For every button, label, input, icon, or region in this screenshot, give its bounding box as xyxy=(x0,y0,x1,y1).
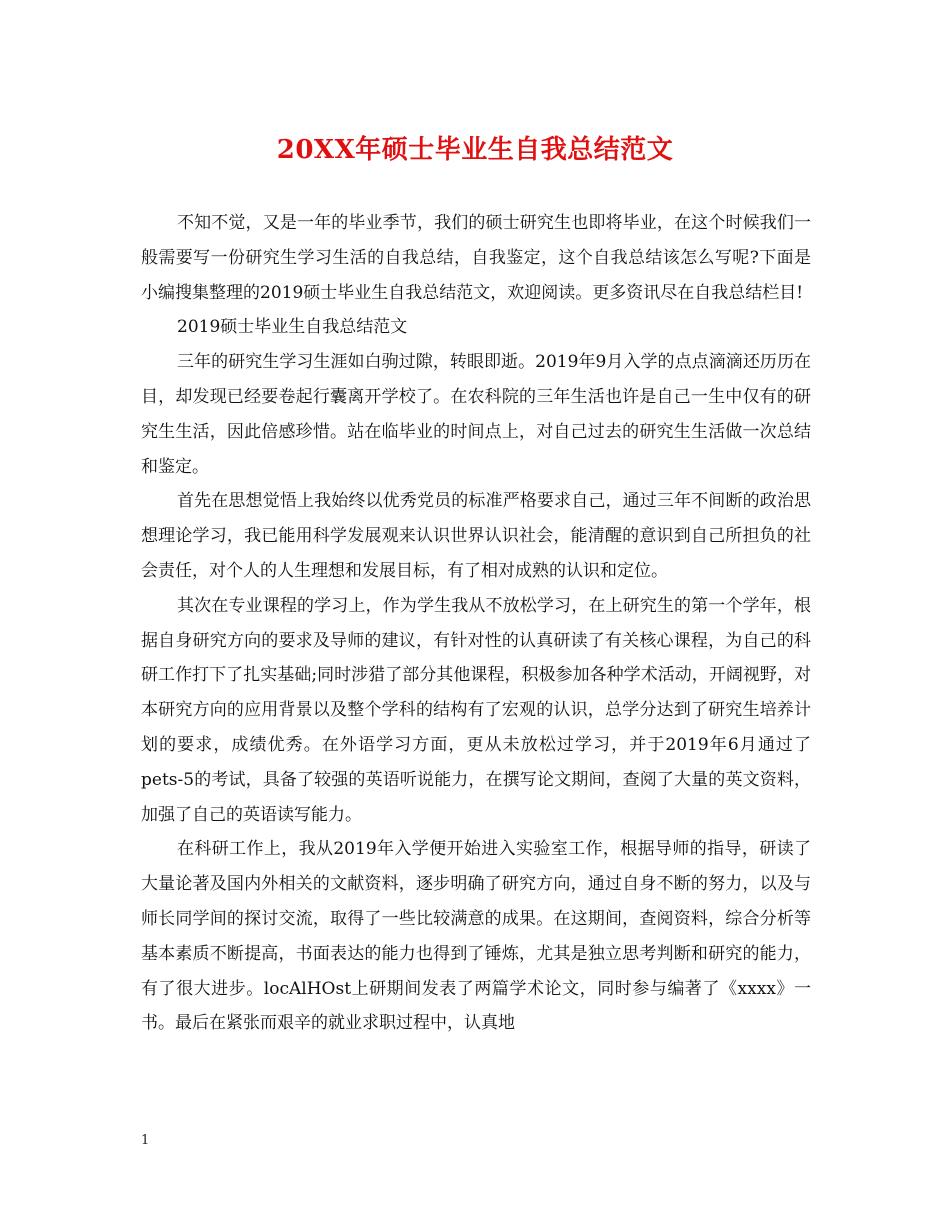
document-body xyxy=(141,206,811,1041)
intro-paragraph: 不知不觉，又是一年的毕业季节，我们的硕士研究生也即将毕业，在这个时候我们一般需要写一份研究生学习生活的自我总结，自我鉴定，这个自我总结该怎么写呢?下面是小编搜集整理的2019硕士毕业生自我总结范文，欢迎阅读。更多资讯尽在自我总结栏目! xyxy=(141,213,811,303)
page-number: 1 xyxy=(141,1133,150,1148)
section-heading: 2019硕士毕业生自我总结范文 xyxy=(177,317,408,338)
document-title: 20XX年硕士毕业生自我总结范文 xyxy=(276,135,674,165)
body-paragraph-2: 首先在思想觉悟上我始终以优秀党员的标准严格要求自己，通过三年不间断的政治思想理论学习，我已能用科学发展观来认识世界认识社会，能清醒的意识到自己所担负的社会责任，对个人的人生理想和发展目标，有了相对成熟的认识和定位。 xyxy=(141,491,811,581)
body-paragraph-1: 三年的研究生学习生涯如白驹过隙，转眼即逝。2019年9月入学的点点滴滴还历历在目，却发现已经要卷起行囊离开学校了。在农科院的三年生活也许是自己一生中仅有的研究生生活，因此倍感珍惜。站在临毕业的时间点上，对自己过去的研究生生活做一次总结和鉴定。 xyxy=(141,352,811,477)
body-paragraph-4: 在科研工作上，我从2019年入学便开始进入实验室工作，根据导师的指导，研读了大量论著及国内外相关的文献资料，逐步明确了研究方向，通过自身不断的努力，以及与师长同学间的探讨交流，取得了一些比较满意的成果。在这期间，查阅资料，综合分析等基本素质不断提高，书面表达的能力也得到了锤炼，尤其是独立思考判断和研究的能力，有了很大进步。locAlHOst上研期间发表了两篇学术论文，同时参与编著了《xxxx》一书。最后在紧张而艰辛的就业求职过程中，认真地 xyxy=(141,839,811,1034)
body-paragraph-3: 其次在专业课程的学习上，作为学生我从不放松学习，在上研究生的第一个学年，根据自身研究方向的要求及导师的建议，有针对性的认真研读了有关核心课程，为自己的科研工作打下了扎实基础;同时涉猎了部分其他课程，积极参加各种学术活动，开阔视野，对本研究方向的应用背景以及整个学科的结构有了宏观的认识，总学分达到了研究生培养计划的要求，成绩优秀。在外语学习方面，更从未放松过学习，并于2019年6月通过了pets-5的考试，具备了较强的英语听说能力，在撰写论文期间，查阅了大量的英文资料，加强了自己的英语读写能力。 xyxy=(141,595,811,825)
